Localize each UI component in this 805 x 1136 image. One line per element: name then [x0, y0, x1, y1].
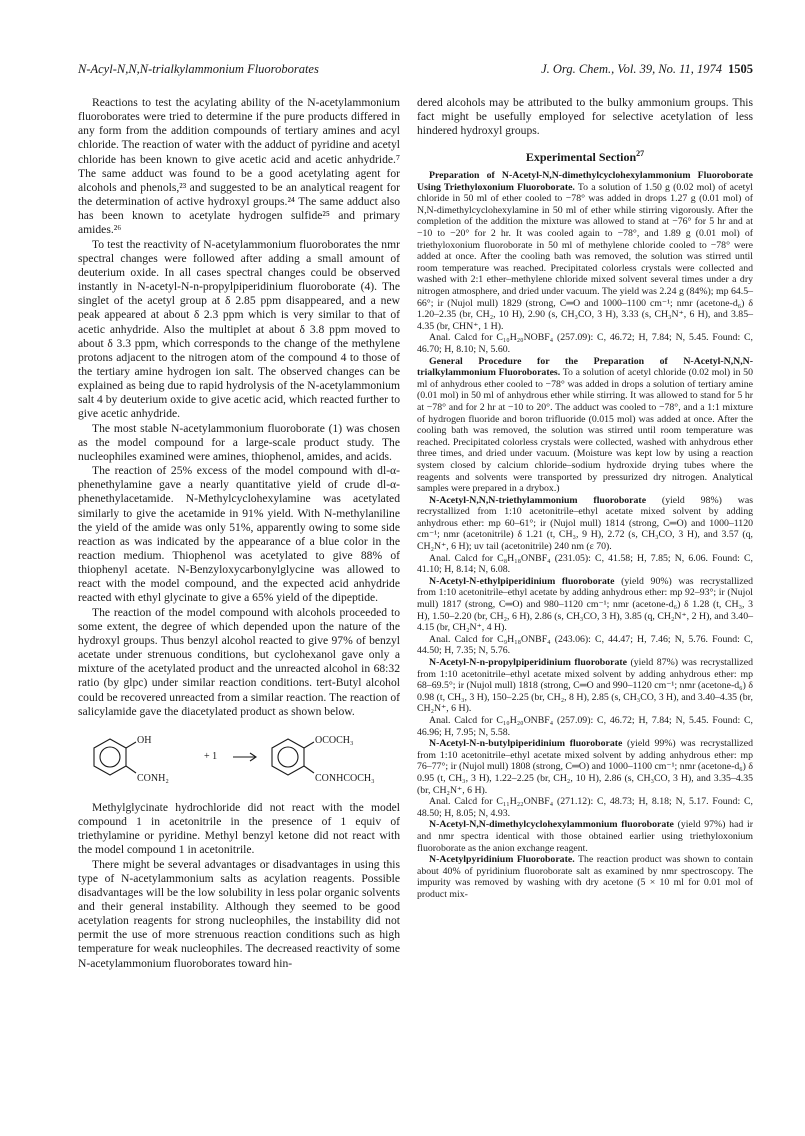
- run-in-heading: N-Acetyl-N-n-butylpiperidinium fluoroborate: [429, 738, 623, 750]
- section-title: Experimental Section$^{27}$: [525, 149, 645, 165]
- conh2-label: CONH₂: [137, 772, 169, 784]
- analysis-paragraph: Anal. Calcd for C₈H₁₈ONBF₄ (231.05): C, 41.58; H, 7.85; N, 6.06. Found: C, 41.10; H, 8.14; N, 6.08.: [417, 552, 753, 576]
- paragraph: The most stable N-acetylammonium fluoroborate (1) was chosen as the model compound for a large-scale product study. The nucleophiles examined were amines, thiophenol, amides, and acids.: [78, 421, 400, 463]
- paragraph: Reactions to test the acylating ability of the N-acetylammonium fluoroborates were tried to determine if the pure products differed in any form from the addition compounds of tertiary amines and acyl chloride. The reaction of water with the adduct of pyridine and acetyl chloride has been known to give acetic acid and acetic anhydride.⁷ The same adduct was found to be a good acetylating agent for alcohols and phenols,²³ and suggested to be an analytical reagent for the determination of active hydroxyl groups.²⁴ The same adduct also has been known to acetylate hydrogen sulfide²⁵ and primary amides.²⁶: [78, 96, 400, 237]
- ococh3-label: OCOCH₃: [315, 734, 354, 746]
- benzene-ring-left: [94, 739, 126, 775]
- paragraph: Methylglycinate hydrochloride did not react with the model compound 1 in acetonitrile in the presence of 1 equiv of triethylamine or pyridine. Methyl benzyl ketone did not react with the model compound 1 in acetonitrile.: [78, 800, 400, 857]
- run-in-heading: N-Acetyl-N-ethylpiperidinium fluoroborate: [429, 575, 615, 587]
- analysis-paragraph: Anal. Calcd for C₉H₁₈ONBF₄ (243.06): C, 44.47; H, 7.46; N, 5.76. Found: C, 44.50; H, 7.35; N, 5.76.: [417, 633, 753, 657]
- run-in-heading: N-Acetylpyridinium Fluoroborate.: [429, 854, 575, 866]
- footnote-ref: 27: [636, 149, 645, 159]
- right-column: [417, 96, 753, 900]
- experimental-paragraph: N-Acetyl-N-n-butylpiperidinium fluoroborate (yield 99%) was recrystallized from 1:10 acetonitrile–ethyl acetate mixed solvent by adding anhydrous ether: mp 76–77°; ir (Nujol mull) 1808 (strong, C═O) and 1000–1100 cm⁻¹; nmr (acetone-d₆) δ 0.95 (t, CH₃, 3 H), 1.22–2.25 (br, CH₂, 10 H), 2.86 (s, CH₃CO, 3 H), and 3.35–4.35 (br, CH₂N⁺, 6 H).: [417, 738, 753, 796]
- oh-label: OH: [137, 734, 152, 746]
- page-header: [78, 62, 753, 78]
- run-in-heading: N-Acetyl-N,N-dimethylcyclohexylammonium fluoroborate: [429, 819, 674, 831]
- run-in-heading: N-Acetyl-N,N,N-triethylammonium fluoroborate: [429, 494, 647, 506]
- paragraph: To test the reactivity of N-acetylammonium fluoroborates the nmr spectral changes were followed after adding a small amount of deuterium oxide. In all cases spectral changes could be observed instantly in N-acetyl-N-n-propylpiperidinium fluoroborate (4). The singlet of the acetyl group at δ 2.85 ppm disappeared, and a new peak appeared at about δ 2.3 ppm which is very similar to that of acetic anhydride. Also the multiplet at about δ 3.8 ppm moved to about δ 3.3 ppm, which corresponds to the change of the methylene protons adjacent to the nitrogen atom of the compound 4 to those of the tertiary amine hydrogen ion salt. The observed changes can be explained as being due to rapid hydrolysis of the N-acetylammonium salt 4 by deuterium oxide to give acetic acid, which reacted further to give acetic anhydride.: [78, 237, 400, 421]
- journal-name: J. Org. Chem., Vol. 39, No. 11, 1974: [541, 62, 722, 76]
- paragraph: dered alcohols may be attributed to the bulky ammonium groups. This fact might be usefully employed for selective acetylation of less hindered hydroxyl groups.: [417, 96, 753, 138]
- running-title: N-Acyl-N,N,N-trialkylammonium Fluoroborates: [78, 62, 319, 76]
- analysis-paragraph: Anal. Calcd for C₁₀H₂₀ONBF₄ (257.09): C, 46.72; H, 7.84; N, 5.45. Found: C, 46.96; H, 7.95; N, 5.58.: [417, 714, 753, 738]
- plus-reagent: + 1: [204, 750, 218, 762]
- analysis-paragraph: Anal. Calcd for C₁₁H₂₂ONBF₄ (271.12): C, 48.73; H, 8.18; N, 5.17. Found: C, 48.50; H, 8.05; N, 4.93.: [417, 796, 753, 819]
- analysis-paragraph: Anal. Calcd for C₁₀H₂₀NOBF₄ (257.09): C, 46.72; H, 7.84; N, 5.45. Found: C, 46.70; H, 8.10; N, 5.60.: [417, 332, 753, 355]
- experimental-paragraph: N-Acetyl-N,N-dimethylcyclohexylammonium fluoroborate (yield 97%) had ir and nmr spectra identical with those obtained earlier using triethyloxonium fluoroborate as the anion exchange reagent.: [417, 819, 753, 854]
- page-number: 1505: [728, 62, 753, 76]
- experimental-paragraph: Preparation of N-Acetyl-N,N-dimethylcyclohexylammonium Fluoroborate Using Triethyloxonium Fluoroborate. To a solution of 1.50 g (0.02 mol) of acetyl chloride in 50 ml of ether cooled to −78° was added in drops 1.27 g (0.01 mol) of N,N-dimethylcyclohexylamine in 50 ml of ether while stirring vigorously. After the completion of the addition the mixture was allowed to stand at −76° for 5 hr and at −10 to −20° for 2 hr. It was cooled again to −78°, and 1.89 g (0.01 mol) of triethyloxonium fluoroborate in 50 ml of methylene chloride cooled to −78° were added at once. After the cooling bath was removed, the solution was stirred until room temperature was reached. Precipitated colorless crystals were collected and washed with 2:1 ether–methylene chloride mixed solvent several times under a dry nitrogen atmosphere, and dried under vacuum. The yield was 2.24 g (84%); mp 64.5–66°; ir (Nujol mull) 1829 (strong, C═O and 1000–1100 cm⁻¹; nmr (acetone-d₆) δ 1.20–2.35 (br, CH₂, 10 H), 2.90 (s, CH₃CO, 3 H), 3.33 (s, CH₃N⁺, 6 H), and 3.85–4.35 (br, CHN⁺, 1 H).: [417, 170, 753, 332]
- experimental-paragraph: General Procedure for the Preparation of N-Acetyl-N,N,N-trialkylammonium Fluoroborates. To a solution of acetyl chloride (0.02 mol) in 50 ml of anhydrous ether cooled to −78° was added in drops a solution of tertiary amine (0.01 mol) in 50 ml of anhydrous ether while stirring. It was allowed to stand for 5 hr at −78° and for 2 hr at −10 to 20°. The adduct was cooled to −78°, and a 1:1 mixture of hydrogen fluoride and boron trifluoride (0.015 mol) was added at once. After the cooling bath was removed, the solution was stirred until room temperature was reached. Precipitated colorless crystals were collected, washed with anhydrous ether three times, and dried under vacuum. (Moisture was kept low by using a reaction system closed by calcium chloride–sodium hydroxide drying tubes where the reagents and solvents were transported by pressurized dry nitrogen. Analytical samples were prepared in a drybox.): [417, 355, 753, 495]
- benzene-ring-right: [272, 739, 304, 775]
- reaction-scheme: [78, 725, 400, 795]
- aromatic-circle-right: [278, 747, 298, 767]
- journal-citation: [541, 62, 753, 77]
- run-in-heading: Preparation of N-Acetyl-N,N-dimethylcyclohexylammonium Fluoroborate Using Triethyloxonium Fluoroborate.: [417, 170, 753, 193]
- run-in-heading: N-Acetyl-N-n-propylpiperidinium fluoroborate: [429, 657, 627, 668]
- aromatic-circle-left: [100, 747, 120, 767]
- paragraph: The reaction of the model compound with alcohols proceeded to some extent, the degree of which depended upon the nature of the hydroxyl groups. Thus benzyl alcohol reacted to give 97% of benzyl acetate under strenuous conditions, but cyclohexanol gave only a mixture of the acetylated product and the unreacted alcohol in 68:32 ratio (by glpc) under similar reaction conditions. tert-Butyl alcohol could be recovered unreacted from a similar reaction. The reaction of salicylamide gave the diacetylated product as shown below.: [78, 605, 400, 718]
- experimental-paragraph: N-Acetylpyridinium Fluoroborate. The reaction product was shown to contain about 40% of pyridinium fluoroborate salt as examined by nmr spectroscopy. The impurity was removed by washing with dry acetone (5 × 10 ml for 0.01 mol of product mix-: [417, 854, 754, 900]
- experimental-paragraph: N-Acetyl-N,N,N-triethylammonium fluoroborate (yield 98%) was recrystallized from 1:10 acetonitrile–ethyl acetate mixed solvent by adding anhydrous ether: mp 60–61°; ir (Nujol mull) 1814 (strong, C═O) and 1000–1120 cm⁻¹; nmr (acetonitrile) δ 1.21 (t, CH₃, 9 H), 2.72 (s, CH₃CO, 3 H), and 3.57 (q, CH₂N⁺, 6 H); uv tail (acetonitrile) 240 nm (ε 70).: [417, 494, 754, 553]
- left-column: [78, 96, 400, 971]
- paragraph: There might be several advantages or disadvantages in using this type of N-acetylammonium salts as acylation reagents. Possible disadvantages will be the low solubility in less polar organic solvents and their general instability. Although they seemed to be good acetylation reagents for strong nucleophiles, the instability did not permit the use of more strenuous reaction conditions such as high temperature for weak nucleophiles. The decreased reactivity of some N-acetylammonium fluoroborates toward hin-: [78, 857, 400, 970]
- paragraph: The reaction of 25% excess of the model compound with dl-α-phenethylamine gave a nearly quantitative yield of crude dl-α-phenethylacetamide. N-Methylcyclohexylamine was acetylated similarly to give the acetamide in 91% yield. With N-methylaniline the yield of the amide was only 51%, apparently owing to some side reaction as was indicated by the appearance of a blue color in the reaction medium. Thiophenol was acetylated to give 88% of thiophenyl acetate. N-Benzyloxycarbonylglycine was allowed to react with the model compound, and the expected acid anhydride reacted with ethyl glycinate to give a 65% yield of the dipeptide.: [78, 464, 400, 605]
- conhcoch3-label: CONHCOCH₃: [315, 772, 375, 784]
- run-in-heading: General Procedure for the Preparation of N-Acetyl-N,N,N-trialkylammonium Fluoroborates.: [417, 355, 753, 379]
- experimental-paragraph: N-Acetyl-N-ethylpiperidinium fluoroborate (yield 90%) was recrystallized from 1:10 acetonitrile–ethyl acetate by adding anhydrous ether: mp 92–93°; ir (Nujol mull) 1817 (strong, C═O) and 980–1120 cm⁻¹; nmr (acetone-d₆) δ 1.28 (t, CH₃, 3 H), 1.50–2.20 (br, CH₂, 6 H), 2.86 (s, CH₃CO, 3 H), 3.85 (q, CH₂N⁺, 2 H), and 3.40–4.15 (br, CH₂N⁺, 4 H).: [417, 575, 753, 634]
- experimental-paragraph: N-Acetyl-N-n-propylpiperidinium fluoroborate (yield 87%) was recrystallized from 1:10 acetonitrile–ethyl acetate mixed solvent by adding anhydrous ether: mp 68–69.5°; ir (Nujol mull) 1818 (strong, C═O and 990–1120 cm⁻¹; nmr (acetone-d₆) δ 0.98 (t, CH₃, 3 H), 150–2.25 (br, CH₂, 8 H), 2.85 (s, CH₃CO, 3 H), and 3.40–4.35 (br, CH₂N⁺, 6 H).: [417, 657, 754, 715]
